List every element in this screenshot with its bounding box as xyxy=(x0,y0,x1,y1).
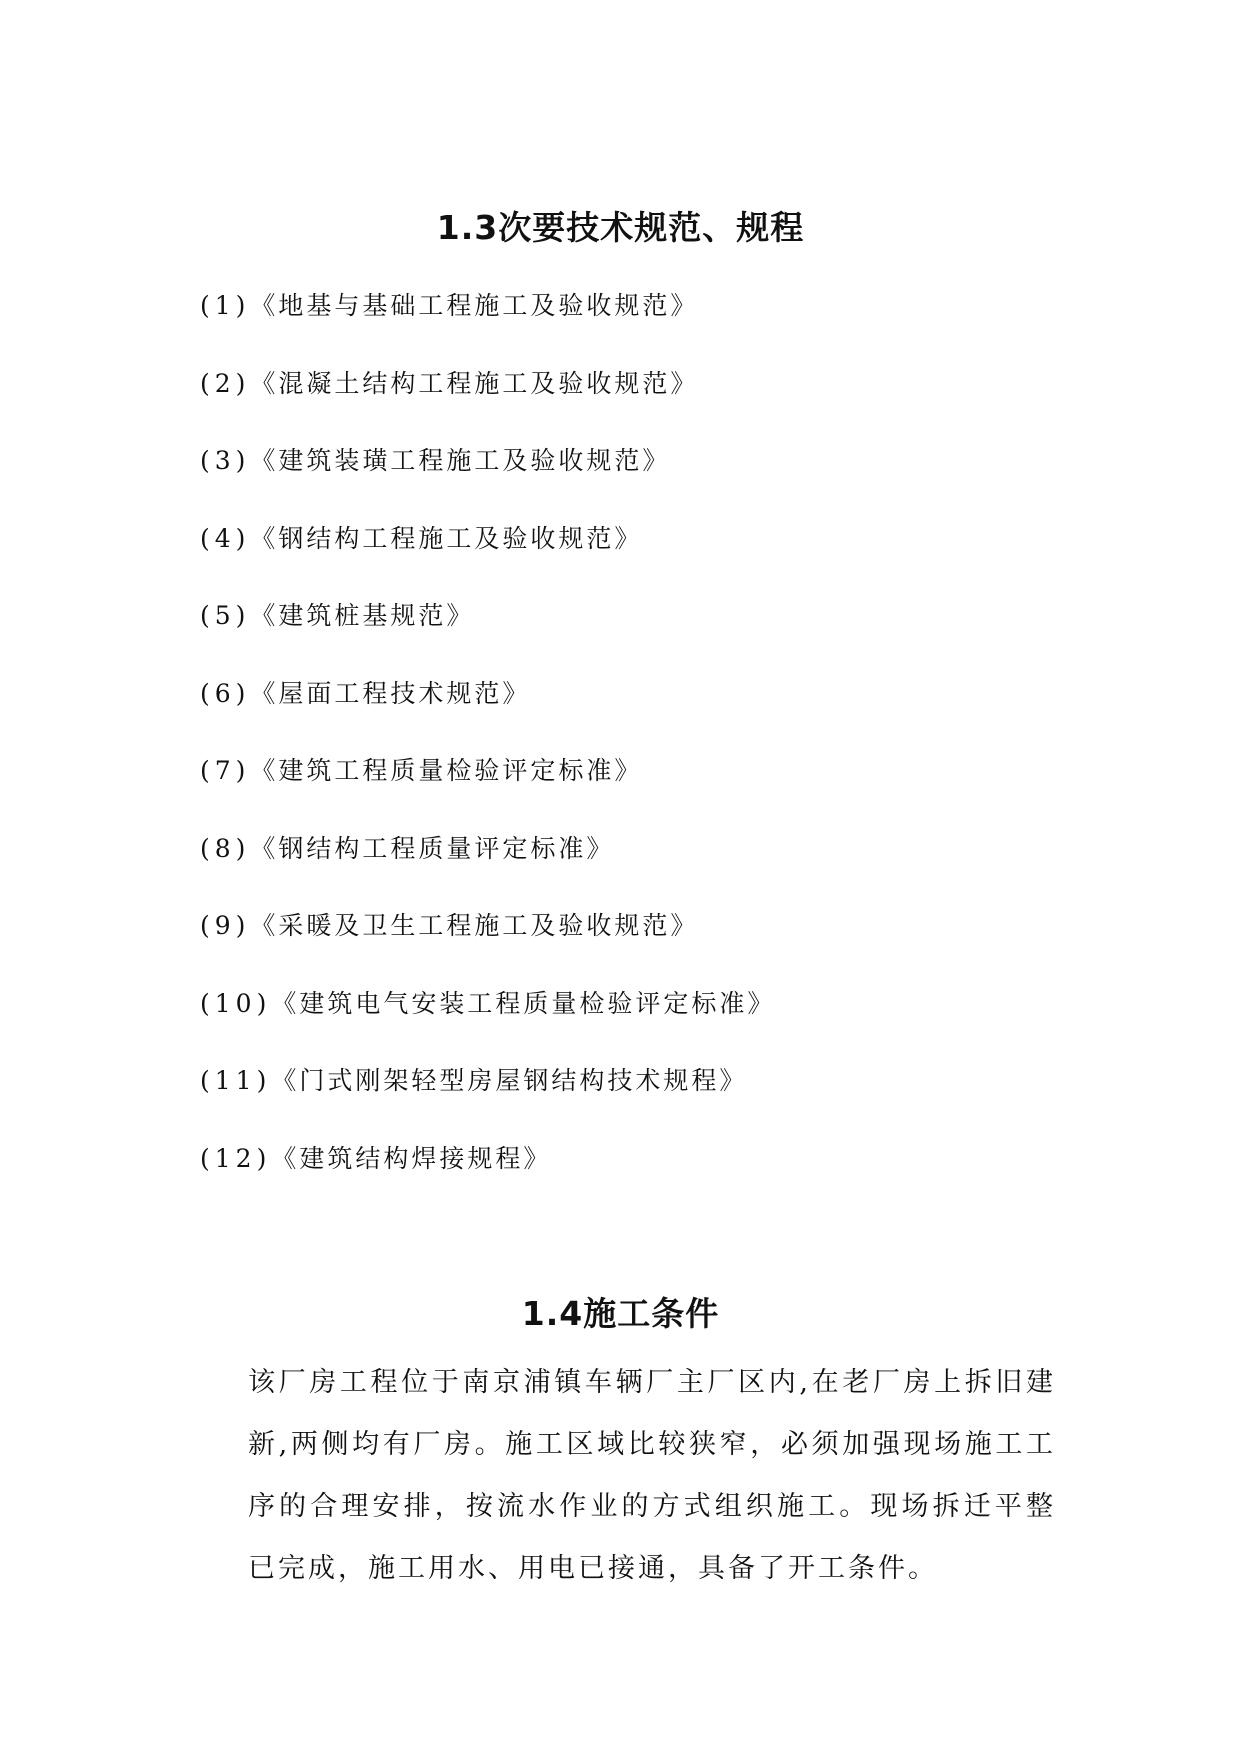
item-number: (9) xyxy=(200,911,251,940)
item-number: (4) xyxy=(200,523,251,553)
reference-list xyxy=(200,284,775,1214)
item-number: (8) xyxy=(200,833,251,863)
item-title: 《建筑工程质量检验评定标准》 xyxy=(250,756,643,785)
item-number: (11) xyxy=(200,1066,272,1095)
item-number: (12) xyxy=(200,1143,272,1173)
item-title: 《地基与基础工程施工及验收规范》 xyxy=(250,291,699,320)
section-heading-1-3: 1.3次要技术规范、规程 xyxy=(436,208,805,247)
construction-conditions-paragraph: 该厂房工程位于南京浦镇车辆厂主厂区内,在老厂房上拆旧建新,两侧均有厂房。施工区域比较狭窄，必须加强现场施工工序的合理安排，按流水作业的方式组织施工。现场拆迁平整已完成，施工用水、用电已接通，具备了开工条件。 xyxy=(248,1367,1056,1584)
list-item xyxy=(200,827,775,905)
list-item xyxy=(200,1137,775,1215)
list-item xyxy=(200,1059,775,1137)
list-item xyxy=(200,982,775,1060)
item-title: 《采暖及卫生工程施工及验收规范》 xyxy=(250,911,699,940)
item-number: (7) xyxy=(200,756,251,785)
item-title: 《建筑桩基规范》 xyxy=(250,601,475,630)
list-item xyxy=(200,672,775,750)
item-title: 《屋面工程技术规范》 xyxy=(250,678,531,708)
item-number: (1) xyxy=(200,291,251,320)
item-number: (10) xyxy=(200,988,272,1018)
item-title: 《钢结构工程施工及验收规范》 xyxy=(250,523,643,553)
list-item xyxy=(200,362,775,440)
list-item xyxy=(200,284,775,362)
item-title: 《建筑结构焊接规程》 xyxy=(271,1143,552,1173)
item-title: 《建筑装璜工程施工及验收规范》 xyxy=(250,446,671,475)
list-item xyxy=(200,517,775,595)
item-number: (2) xyxy=(200,368,251,398)
list-item xyxy=(200,439,775,517)
item-title: 《混凝土结构工程施工及验收规范》 xyxy=(250,368,699,398)
list-item xyxy=(200,749,775,827)
item-number: (6) xyxy=(200,678,251,708)
item-title: 《建筑电气安装工程质量检验评定标准》 xyxy=(271,988,776,1018)
item-number: (5) xyxy=(200,601,251,630)
item-title: 《钢结构工程质量评定标准》 xyxy=(250,833,615,863)
section-heading-1-4: 1.4施工条件 xyxy=(521,1294,720,1333)
item-number: (3) xyxy=(200,446,251,475)
item-title: 《门式刚架轻型房屋钢结构技术规程》 xyxy=(271,1066,748,1095)
list-item xyxy=(200,594,775,672)
list-item xyxy=(200,904,775,982)
